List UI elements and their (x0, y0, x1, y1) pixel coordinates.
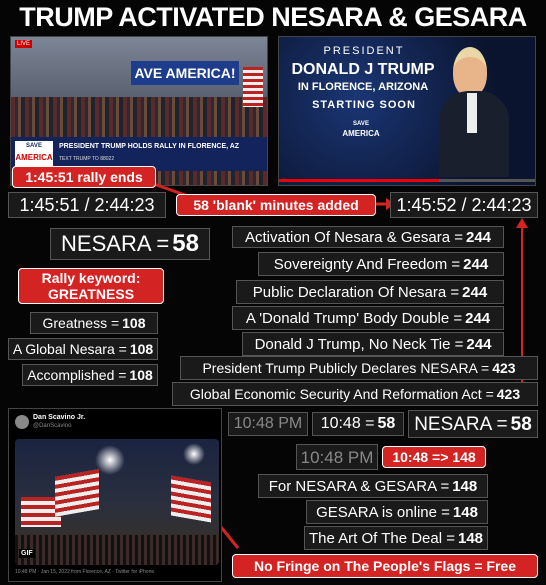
blank-minutes-label: 58 'blank' minutes added (176, 194, 376, 216)
rally-ends-label: 1:45:51 rally ends (12, 166, 156, 188)
tweet-author-handle: @DanScavino (33, 423, 72, 429)
gif-badge: GIF (21, 550, 33, 557)
list-item-activation: Activation Of Nesara & Gesara = 244 (232, 226, 504, 248)
live-tag: LIVE (17, 41, 31, 47)
list-item-global-nesara: A Global Nesara = 108 (8, 338, 158, 360)
announce-line1: PRESIDENT (323, 45, 405, 57)
list-item-art-of-deal: The Art Of The Deal = 148 (304, 526, 488, 550)
list-item-greatness: Greatness = 108 (30, 312, 158, 334)
list-item-body-double: A 'Donald Trump' Body Double = 244 (232, 306, 504, 330)
time-arrow-148: 10:48 => 148 (382, 446, 486, 468)
chyron-subtext: TEXT TRUMP TO 88022 (59, 156, 115, 162)
time-pm-1: 10:48 PM (228, 412, 308, 436)
save-america-logo: SAVE AMERICA (15, 141, 53, 167)
crowd (15, 535, 219, 565)
list-item-public-declaration: Public Declaration Of Nesara = 244 (236, 280, 504, 304)
announce-line3: IN FLORENCE, ARIZONA (297, 81, 429, 93)
tweet-card (8, 408, 222, 582)
chyron-text: PRESIDENT TRUMP HOLDS RALLY IN FLORENCE, AZ (59, 143, 240, 150)
nesara-58-small: NESARA = 58 (408, 410, 538, 438)
flag-icon (171, 475, 211, 522)
timestamp-left: 1:45:51 / 2:44:23 (8, 192, 166, 218)
fringe-label: No Fringe on The People's Flags = Free (232, 554, 538, 578)
nesara-58-big: NESARA = 58 (50, 228, 210, 260)
stadium-light-icon (183, 443, 205, 465)
flag-icon (55, 469, 99, 517)
announce-line4: STARTING SOON (312, 99, 416, 111)
list-item-sovereignty: Sovereignty And Freedom = 244 (258, 252, 504, 276)
rally-keyword-label: Rally keyword: GREATNESS (18, 268, 164, 304)
list-item-global-economic: Global Economic Security And Reformation Act = 423 (172, 382, 538, 406)
avatar (15, 415, 29, 429)
save-america-logo: SAVE AMERICA (342, 121, 380, 138)
page-title: TRUMP ACTIVATED NESARA & GESARA (19, 2, 527, 32)
list-item-for-nesara: For NESARA & GESARA = 148 (258, 474, 488, 498)
tweet-gif[interactable] (15, 439, 219, 565)
list-item-no-neck-tie: Donald J Trump, No Neck Tie = 244 (242, 332, 504, 356)
arrowhead-up (516, 218, 528, 228)
list-item-publicly-declares: President Trump Publicly Declares NESARA = 423 (180, 356, 538, 380)
list-item-accomplished: Accomplished = 108 (22, 364, 158, 386)
tweet-footer: 10:48 PM · Jan 15, 2022 from Florence, AZ · Twitter for iPhone (15, 569, 155, 575)
list-item-gesara-online: GESARA is online = 148 (306, 500, 488, 524)
time-eq-58: 10:48 = 58 (312, 412, 404, 436)
announce-line2: DONALD J TRUMP (291, 61, 435, 78)
stadium-light-icon (95, 445, 125, 475)
timestamp-right: 1:45:52 / 2:44: 23 (390, 192, 538, 218)
rally-banner: AVE AMERICA! (131, 61, 239, 85)
time-pm-2: 10:48 PM (296, 444, 378, 470)
tweet-author-name: Dan Scavino Jr. (33, 414, 86, 421)
